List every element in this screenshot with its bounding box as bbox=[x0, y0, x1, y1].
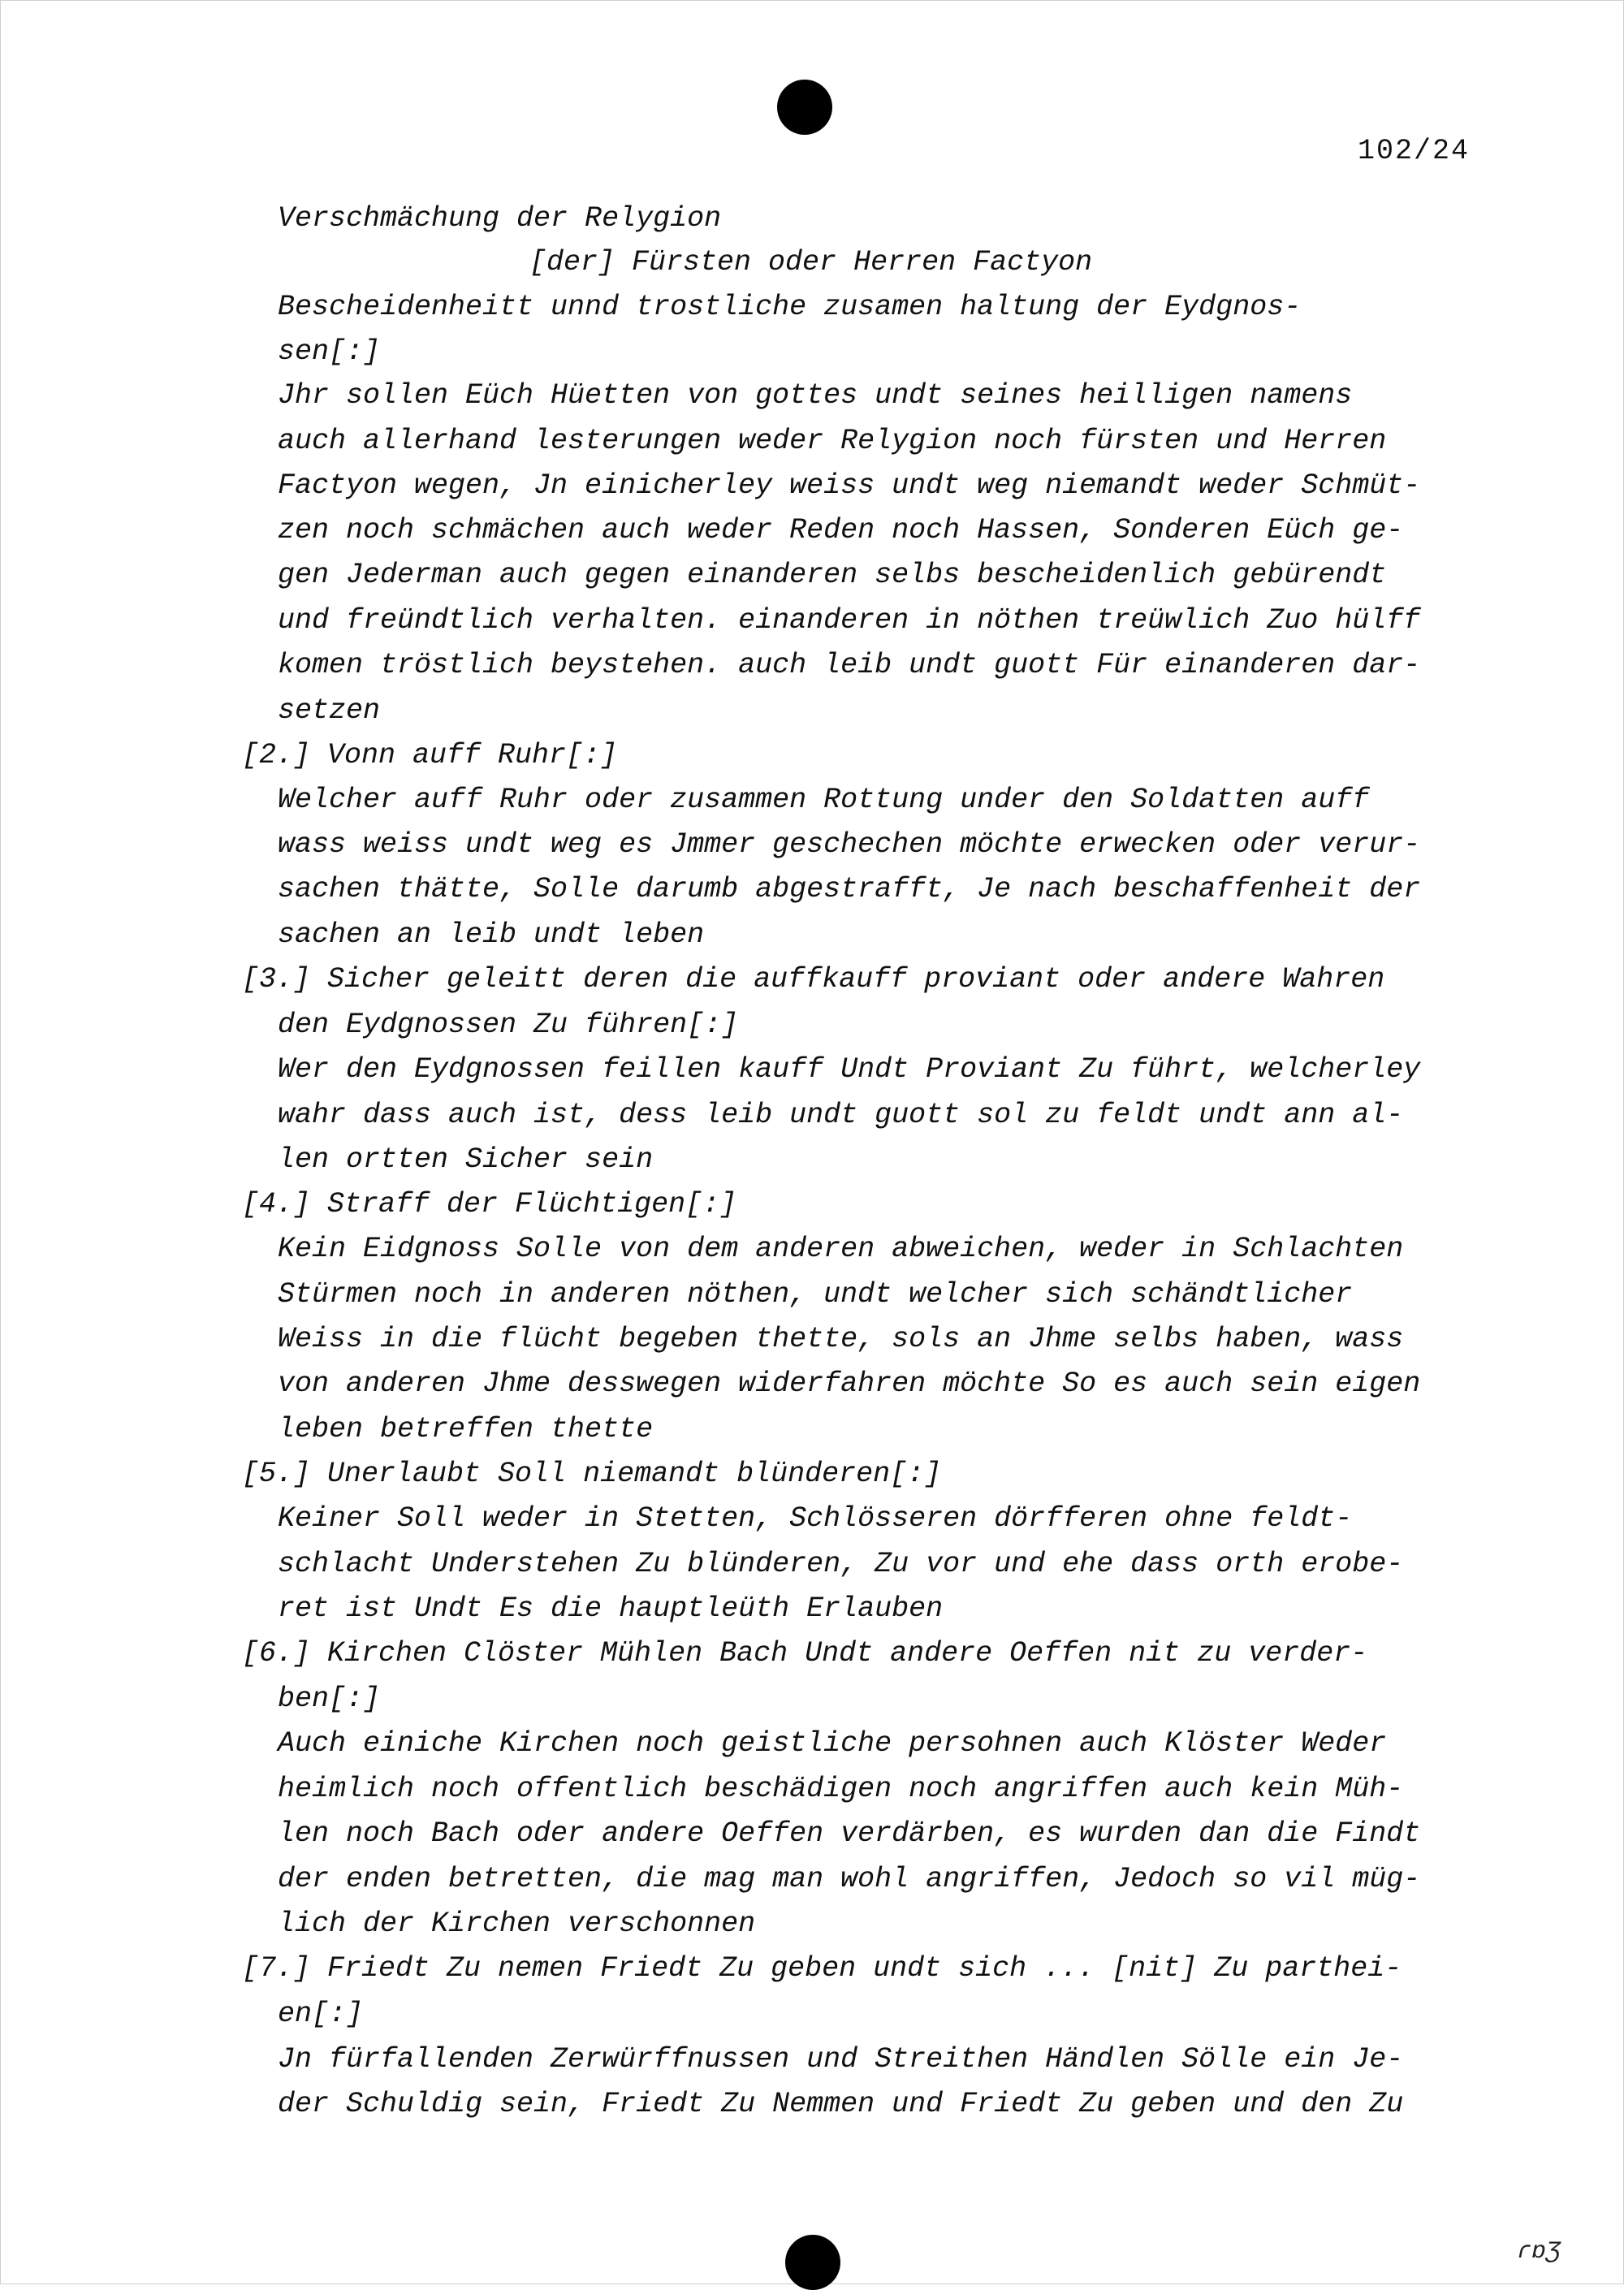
text-line: Weiss in die flücht begeben thette, sols an Jhme selbs haben, wass bbox=[278, 1323, 1404, 1355]
text-line: Jn fürfallenden Zerwürffnussen und Streithen Händlen Sölle ein Je- bbox=[278, 2043, 1404, 2076]
text-line: Factyon wegen, Jn einicherley weiss undt weg niemandt weder Schmüt- bbox=[278, 469, 1421, 502]
text-line: [der] Fürsten oder Herren Factyon bbox=[529, 246, 1093, 279]
text-line: lich der Kirchen verschonnen bbox=[278, 1908, 756, 1940]
text-line: wahr dass auch ist, dess leib undt guott sol zu feldt undt ann al- bbox=[278, 1099, 1404, 1131]
text-line: Keiner Soll weder in Stetten, Schlösseren dörfferen ohne feldt- bbox=[278, 1502, 1353, 1535]
text-line: Welcher auff Ruhr oder zusammen Rottung under den Soldatten auff bbox=[278, 784, 1370, 816]
text-line: heimlich noch offentlich beschädigen noch angriffen auch kein Müh- bbox=[278, 1773, 1404, 1805]
section-heading: [5.] Unerlaubt Soll niemandt blünderen[:] bbox=[242, 1458, 942, 1490]
text-line: zen noch schmächen auch weder Reden noch Hassen, Sonderen Eüch ge- bbox=[278, 514, 1404, 547]
text-line: auch allerhand lesterungen weder Relygion noch fürsten und Herren bbox=[278, 425, 1387, 457]
text-line: setzen bbox=[278, 694, 381, 727]
text-line: Verschmächung der Relygion bbox=[278, 202, 722, 235]
corner-mark: ɾɒƷ bbox=[1517, 2238, 1561, 2266]
text-line: komen tröstlich beystehen. auch leib undt guott Für einanderen dar- bbox=[278, 649, 1421, 681]
text-line: Stürmen noch in anderen nöthen, undt welcher sich schändtlicher bbox=[278, 1278, 1353, 1311]
text-line: Auch einiche Kirchen noch geistliche persohnen auch Klöster Weder bbox=[278, 1727, 1387, 1760]
text-line: und freündtlich verhalten. einanderen in nöthen treüwlich Zuo hülff bbox=[278, 604, 1421, 637]
text-line: den Eydgnossen Zu führen[:] bbox=[278, 1009, 739, 1041]
text-line: leben betreffen thette bbox=[278, 1413, 654, 1445]
text-line: schlacht Understehen Zu blünderen, Zu vor und ehe dass orth erobe- bbox=[278, 1548, 1404, 1580]
text-line: von anderen Jhme desswegen widerfahren möchte So es auch sein eigen bbox=[278, 1368, 1421, 1400]
text-line: sachen thätte, Solle darumb abgestrafft, Je nach beschaffenheit der bbox=[278, 873, 1421, 905]
text-line: sen[:] bbox=[278, 335, 381, 368]
text-line: len noch Bach oder andere Oeffen verdärben, es wurden dan die Findt bbox=[278, 1817, 1421, 1850]
page-number: 102/24 bbox=[1358, 135, 1471, 167]
text-line: der enden betretten, die mag man wohl angriffen, Jedoch so vil müg- bbox=[278, 1863, 1421, 1895]
text-line: len ortten Sicher sein bbox=[278, 1143, 654, 1176]
text-line: Kein Eidgnoss Solle von dem anderen abweichen, weder in Schlachten bbox=[278, 1233, 1404, 1265]
text-line: Wer den Eydgnossen feillen kauff Undt Proviant Zu führt, welcherley bbox=[278, 1053, 1421, 1086]
text-line: Bescheidenheitt unnd trostliche zusamen haltung der Eydgnos- bbox=[278, 291, 1302, 323]
punch-hole-top bbox=[777, 80, 832, 135]
section-heading: [7.] Friedt Zu nemen Friedt Zu geben undt sich ... [nit] Zu parthei- bbox=[242, 1952, 1402, 1985]
text-line: ret ist Undt Es die hauptleüth Erlauben bbox=[278, 1592, 944, 1625]
punch-hole-bottom bbox=[785, 2235, 840, 2290]
section-heading: [2.] Vonn auff Ruhr[:] bbox=[242, 739, 618, 771]
text-line: Jhr sollen Eüch Hüetten von gottes undt seines heilligen namens bbox=[278, 379, 1353, 412]
text-line: ben[:] bbox=[278, 1683, 381, 1715]
text-line: gen Jederman auch gegen einanderen selbs bescheidenlich gebürendt bbox=[278, 559, 1387, 591]
text-line: der Schuldig sein, Friedt Zu Nemmen und Friedt Zu geben und den Zu bbox=[278, 2088, 1404, 2120]
text-line: sachen an leib undt leben bbox=[278, 918, 705, 951]
section-heading: [4.] Straff der Flüchtigen[:] bbox=[242, 1188, 737, 1221]
text-line: en[:] bbox=[278, 1998, 364, 2030]
section-heading: [6.] Kirchen Clöster Mühlen Bach Undt andere Oeffen nit zu verder- bbox=[242, 1637, 1368, 1670]
section-heading: [3.] Sicher geleitt deren die auffkauff proviant oder andere Wahren bbox=[242, 963, 1385, 996]
text-line: wass weiss undt weg es Jmmer geschechen möchte erwecken oder verur- bbox=[278, 828, 1421, 861]
